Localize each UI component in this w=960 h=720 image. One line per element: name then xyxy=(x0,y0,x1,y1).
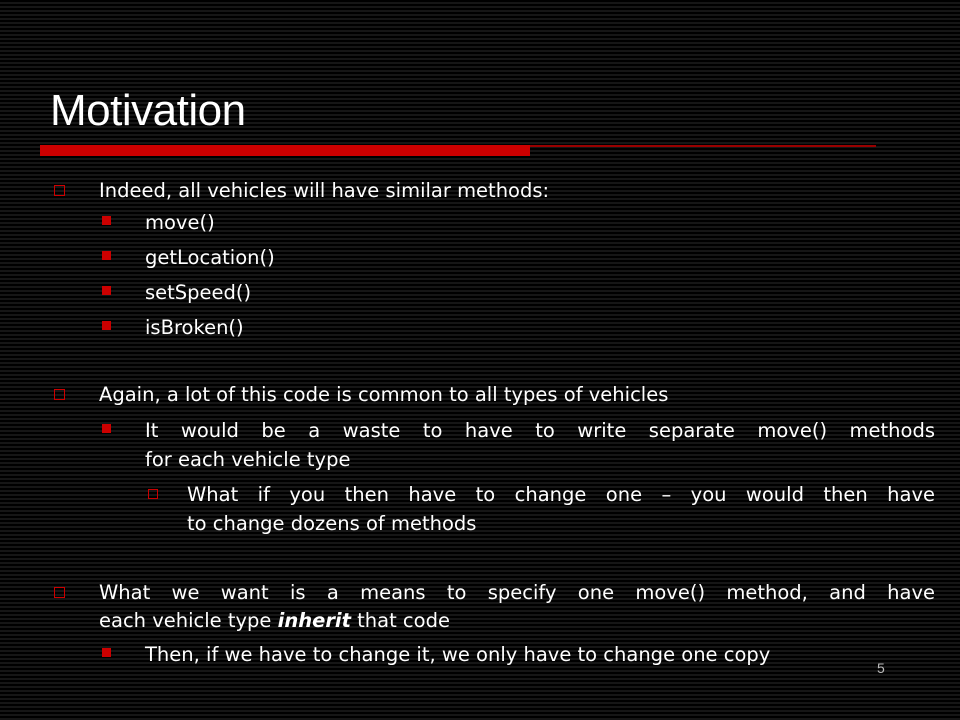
solid-square-bullet-icon xyxy=(102,286,111,295)
sub-bullet-text: It would be a waste to have to write separate move() methods xyxy=(145,419,935,442)
method-item: move() xyxy=(145,211,215,234)
hollow-square-bullet-icon xyxy=(54,185,65,196)
title-underline-thin-bar xyxy=(530,145,876,147)
solid-square-bullet-icon xyxy=(102,321,111,330)
solid-square-bullet-icon xyxy=(102,216,111,225)
bullet-text: What we want is a means to specify one move() method, and have xyxy=(99,581,935,604)
sub-sub-bullet-text: What if you then have to change one – you would then have xyxy=(187,483,935,506)
emphasized-word: inherit xyxy=(277,609,351,632)
sub-bullet-text: Then, if we have to change it, we only have to change one copy xyxy=(145,643,771,666)
bullet-text: Again, a lot of this code is common to all types of vehicles xyxy=(99,383,669,406)
hollow-square-bullet-icon xyxy=(54,587,65,598)
hollow-square-bullet-icon xyxy=(54,389,65,400)
method-item: isBroken() xyxy=(145,316,244,339)
solid-square-bullet-icon xyxy=(102,424,111,433)
text-segment: that code xyxy=(350,609,450,632)
solid-square-bullet-icon xyxy=(102,648,111,657)
sub-bullet-text-continued: for each vehicle type xyxy=(145,448,351,471)
method-item: setSpeed() xyxy=(145,281,252,304)
method-item: getLocation() xyxy=(145,246,275,269)
text-segment: each vehicle type xyxy=(99,609,278,632)
bullet-text: Indeed, all vehicles will have similar methods: xyxy=(99,179,550,202)
title-underline-bar xyxy=(40,145,530,156)
solid-square-bullet-icon xyxy=(102,251,111,260)
page-number: 5 xyxy=(877,660,885,676)
bullet-text-continued xyxy=(99,606,450,635)
hollow-square-bullet-icon xyxy=(148,489,158,499)
slide-title: Motivation xyxy=(50,86,246,135)
sub-sub-bullet-text-continued: to change dozens of methods xyxy=(187,512,477,535)
